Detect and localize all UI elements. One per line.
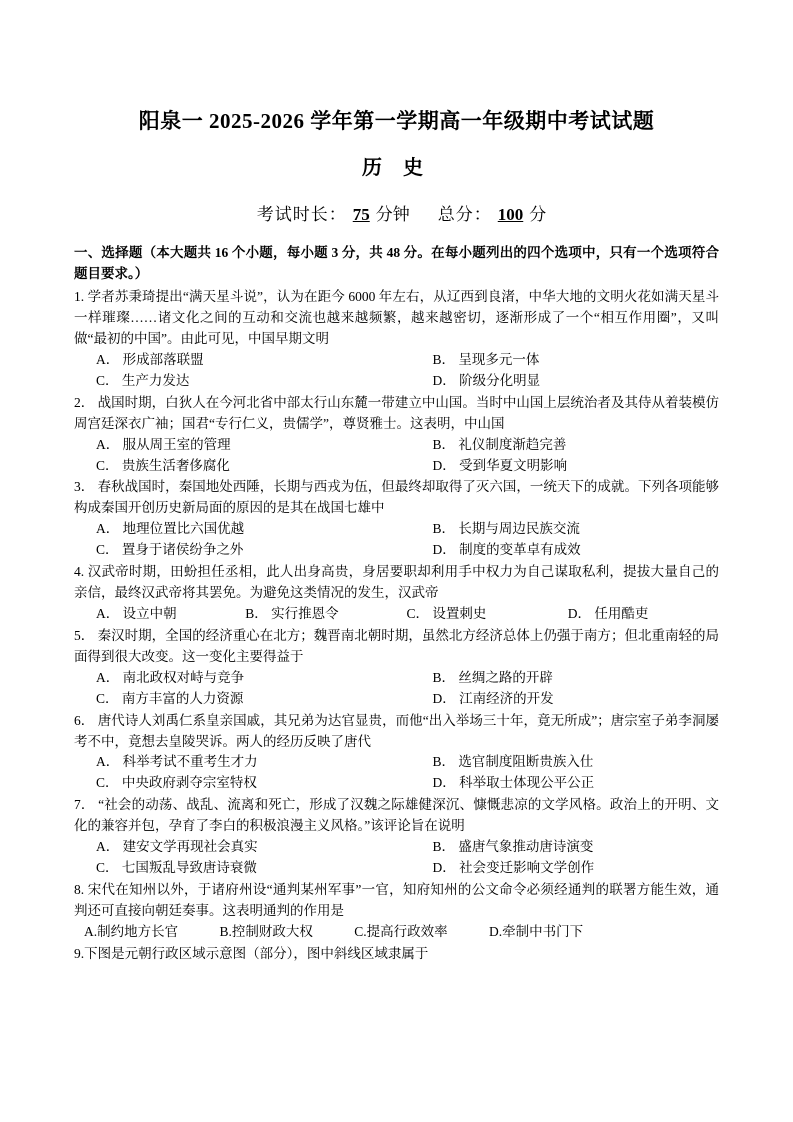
question-item <box>74 287 719 392</box>
question-item <box>74 626 719 710</box>
question-stem: 7． “社会的动荡、战乱、流离和死亡，形成了汉魏之际雄健深沉、慷慨悲凉的文学风格。政治上的开明、文化的兼容并包，孕育了李白的积极浪漫主义风格。”该评论旨在说明 <box>74 797 719 834</box>
question-stem: 1. 学者苏秉琦提出“满天星斗说”，认为在距今 6000 年左右，从辽西到良渚，中华大地的文明火花如满天星斗一样璀璨……诸文化之间的互动和交流也越来越频繁，越来越密切，逐渐形成了一个“相互作用圈”，又叫做“最初的中国”。由此可见，中国早期文明 <box>74 289 719 346</box>
option-b[interactable]: B． 呈现多元一体 <box>432 351 540 367</box>
option-d[interactable]: D． 阶级分化明显 <box>432 372 541 388</box>
option-c[interactable]: C． 南方丰富的人力资源 <box>96 690 244 706</box>
option-list <box>74 752 719 794</box>
duration-label: 考试时长： <box>256 205 347 225</box>
option-a[interactable]: A． 地理位置比六国优越 <box>96 521 245 537</box>
duration-unit: 分钟 <box>375 205 410 225</box>
option-list <box>74 922 719 943</box>
question-item <box>74 477 719 561</box>
option-b[interactable]: B． 实行推恩令 <box>245 605 339 621</box>
option-d[interactable]: D． 社会变迁影响文学创作 <box>432 860 595 876</box>
option-c[interactable]: C． 中央政府剥夺宗室特权 <box>96 775 257 791</box>
score-unit: 分 <box>529 205 547 225</box>
option-list <box>74 519 719 561</box>
duration-value: 75 <box>352 205 370 225</box>
option-b[interactable]: B． 丝绸之路的开辟 <box>432 669 553 685</box>
option-b[interactable]: B． 礼仪制度渐趋完善 <box>432 436 567 452</box>
option-b[interactable]: B． 选官制度阻断贵族入仕 <box>432 754 594 770</box>
option-b[interactable]: B． 长期与周边民族交流 <box>432 521 580 537</box>
question-stem: 3． 春秋战国时，秦国地处西陲，长期与西戎为伍，但最终却取得了灭六国，一统天下的成就。下列各项能够构成秦国开创历史新局面的原因的是其在战国七雄中 <box>74 479 719 516</box>
option-c[interactable]: C． 七国叛乱导致唐诗衰微 <box>96 860 257 876</box>
question-item <box>74 795 719 879</box>
option-d[interactable]: D． 科举取士体现公平公正 <box>432 775 595 791</box>
question-stem: 2． 战国时期，白狄人在今河北省中部太行山东麓一带建立中山国。当时中山国上层统治者及其侍从着装模仿周宫廷深衣广袖；国君“专行仁义，贵儒学”，尊贤雅士。这表明，中山国 <box>74 394 719 431</box>
option-a[interactable]: A． 南北政权对峙与竞争 <box>96 669 245 685</box>
question-item <box>74 711 719 795</box>
option-a[interactable]: A． 设立中朝 <box>96 605 177 621</box>
question-stem: 9.下图是元朝行政区域示意图（部分），图中斜线区域隶属于 <box>74 945 429 961</box>
option-a[interactable]: A.制约地方长官 <box>84 923 179 939</box>
option-d[interactable]: D． 制度的变革卓有成效 <box>432 542 581 558</box>
option-list <box>74 668 719 710</box>
option-d[interactable]: D． 受到华夏文明影响 <box>432 457 568 473</box>
exam-meta <box>74 200 719 225</box>
option-b[interactable]: B.控制财政大权 <box>219 923 313 939</box>
question-stem: 8. 宋代在知州以外，于诸府州设“通判某州军事”一官，知府知州的公文命令必须经通判的联署方能生效，通判还可直接向朝廷奏事。这表明通判的作用是 <box>74 881 719 918</box>
option-a[interactable]: A． 形成部落联盟 <box>96 351 204 367</box>
option-c[interactable]: C.提高行政效率 <box>354 923 448 939</box>
option-b[interactable]: B． 盛唐气象推动唐诗演变 <box>432 839 594 855</box>
option-a[interactable]: A． 建安文学再现社会真实 <box>96 839 258 855</box>
option-d[interactable]: D． 江南经济的开发 <box>432 690 554 706</box>
section-heading: 一、选择题（本大题共 16 个小题，每小题 3 分，共 48 分。在每小题列出的四个选项中，只有一个选项符合题目要求。） <box>74 245 719 282</box>
option-a[interactable]: A． 服从周王室的管理 <box>96 436 231 452</box>
question-stem: 4. 汉武帝时期，田蚡担任丞相，此人出身高贵，身居要职却利用手中权力为自己谋取私利，提拔大量自己的亲信，最终汉武帝将其罢免。为避免这类情况的发生，汉武帝 <box>74 564 719 601</box>
question-stem: 5． 秦汉时期，全国的经济重心在北方；魏晋南北朝时期，虽然北方经济总体上仍强于南方；但北重南轻的局面得到很大改变。这一变化主要得益于 <box>74 627 719 664</box>
question-item <box>74 393 719 477</box>
option-list <box>74 837 719 879</box>
option-c[interactable]: C． 贵族生活奢侈腐化 <box>96 457 230 473</box>
score-value: 100 <box>497 205 524 225</box>
subject-title: 历 史 <box>362 157 431 180</box>
option-c[interactable]: C． 设置刺史 <box>406 605 487 621</box>
question-stem: 6． 唐代诗人刘禹仁系皇亲国戚，其兄弟为达官显贵，而他“出入举场三十年，竟无所成”；唐宗室子弟李洞屡考不中，竟想去皇陵哭诉。两人的经历反映了唐代 <box>74 712 719 749</box>
question-item <box>74 944 719 965</box>
option-a[interactable]: A． 科举考试不重考生才力 <box>96 754 258 770</box>
option-d[interactable]: D． 任用酷吏 <box>567 605 649 621</box>
option-c[interactable]: C． 置身于诸侯纷争之外 <box>96 542 244 558</box>
option-c[interactable]: C． 生产力发达 <box>96 372 190 388</box>
question-item <box>74 562 719 625</box>
option-list <box>74 604 719 625</box>
question-item <box>74 880 719 943</box>
page-title: 阳泉一 2025-2026 学年第一学期高一年级期中考试试题 <box>138 109 655 133</box>
option-list <box>74 350 719 392</box>
option-list <box>74 435 719 477</box>
score-label: 总分： <box>437 205 492 225</box>
option-d[interactable]: D.牵制中书门下 <box>489 923 584 939</box>
